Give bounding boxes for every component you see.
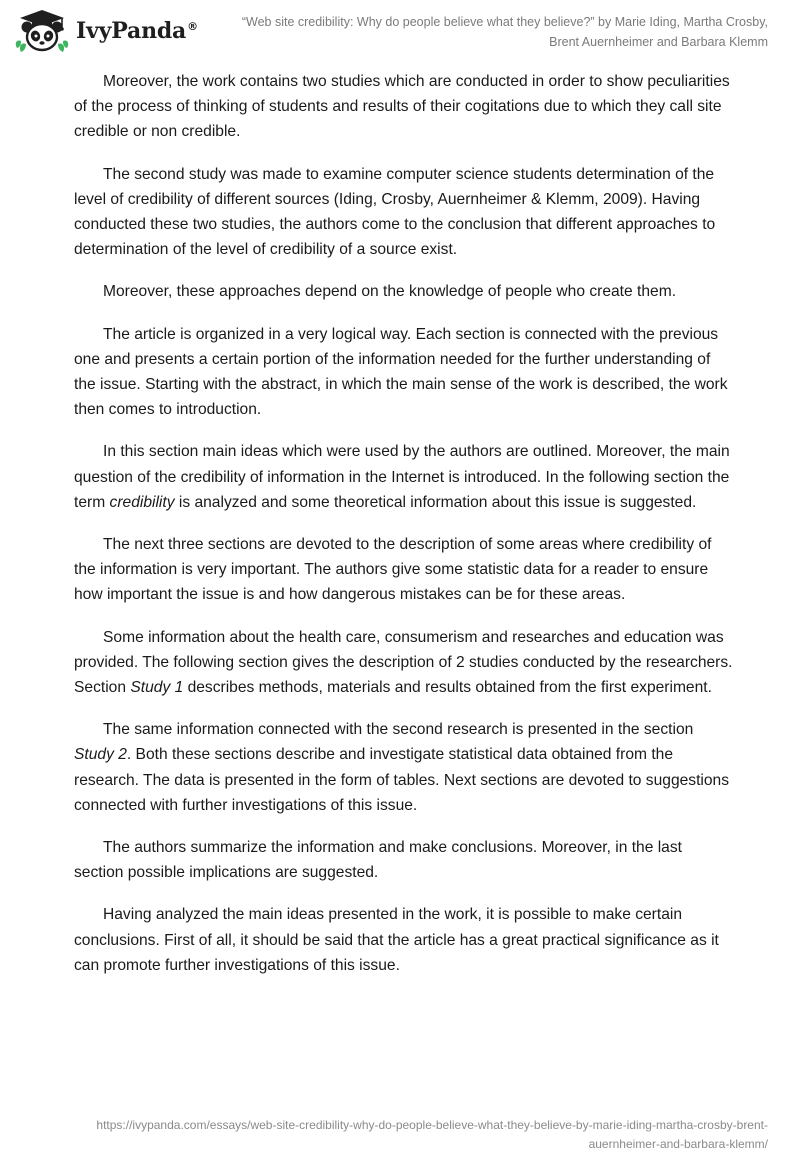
paragraph-7-text: Some information about the health care, consumerism and researches and education was provided. The following section gives the description of 2 studies conducted by the researchers. Section (74, 628, 733, 697)
paragraph-3: Moreover, these approaches depend on the knowledge of people who create them. (103, 283, 677, 301)
page-header (0, 0, 800, 60)
paragraph-8 (74, 717, 734, 818)
term-credibility: credibility (109, 493, 175, 511)
paragraph-6: The next three sections are devoted to the description of some areas where credibility of the information is very important. The authors give some statistic data for a reader to ensure how important the issue is and how dangerous mistakes can be for these areas. (74, 536, 712, 604)
paragraph-8-text-end: . Both these sections describe and investigate statistical data obtained from the research. The data is presented in the form of tables. Next sections are devoted to suggestions connected with further investigations of this issue. (74, 746, 730, 814)
paragraph-5-text-end: is analyzed and some theoretical information about this issue is suggested. (174, 493, 697, 511)
ivypanda-logo[interactable] (14, 8, 198, 54)
section-name-study-1: Study 1 (130, 679, 184, 697)
brand-name: IvyPanda® (76, 18, 198, 44)
paragraph-10: Having analyzed the main ideas presented in the work, it is possible to make certain conclusions. First of all, it should be said that the article has a great practical significance as it can promote further investigations of this issue. (74, 906, 719, 974)
registered-mark: ® (187, 19, 198, 33)
paragraph-1: Moreover, the work contains two studies which are conducted in order to show peculiarities of the process of thinking of students and results of their cogitations due to which they call site credible or non credible. (74, 73, 730, 141)
paragraph-4: The article is organized in a very logical way. Each section is connected with the previous one and presents a certain portion of the information needed for the further understanding of the issue. Starting with the abstract, in which the main sense of the work is described, the work then comes to introduction. (74, 325, 728, 419)
paragraph-5 (74, 439, 734, 515)
essay-body (74, 69, 734, 995)
document-title: “Web site credibility: Why do people believe what they believe?” by Marie Iding, Martha Crosby, Brent Auernheimer and Barbara Klemm (241, 15, 768, 49)
paragraph-2: The second study was made to examine computer science students determination of the level of credibility of different sources (Iding, Crosby, Auernheimer & Klemm, 2009). Having conducted these two studies, the authors come to the conclusion that different approaches to determination of the level of credibility of a source exist. (74, 165, 716, 259)
paragraph-9: The authors summarize the information and make conclusions. Moreover, in the last section possible implications are suggested. (74, 839, 682, 882)
paragraph-7 (74, 625, 734, 701)
paragraph-8-text: The same information connected with the second research is presented in the section (103, 721, 694, 739)
source-url[interactable]: https://ivypanda.com/essays/web-site-credibility-why-do-people-believe-what-they-believe-by-marie-iding-martha-crosby-brent-auernheimer-and-barbara-klemm/ (96, 1118, 768, 1151)
panda-graduate-icon (14, 8, 70, 54)
paragraph-5-text: In this section main ideas which were used by the authors are outlined. Moreover, the main question of the credibility of information in the Internet is introduced. In the following section the term (74, 443, 730, 511)
section-name-study-2: Study 2 (74, 746, 127, 764)
paragraph-7-text-end: describes methods, materials and results obtained from the first experiment. (183, 679, 712, 697)
